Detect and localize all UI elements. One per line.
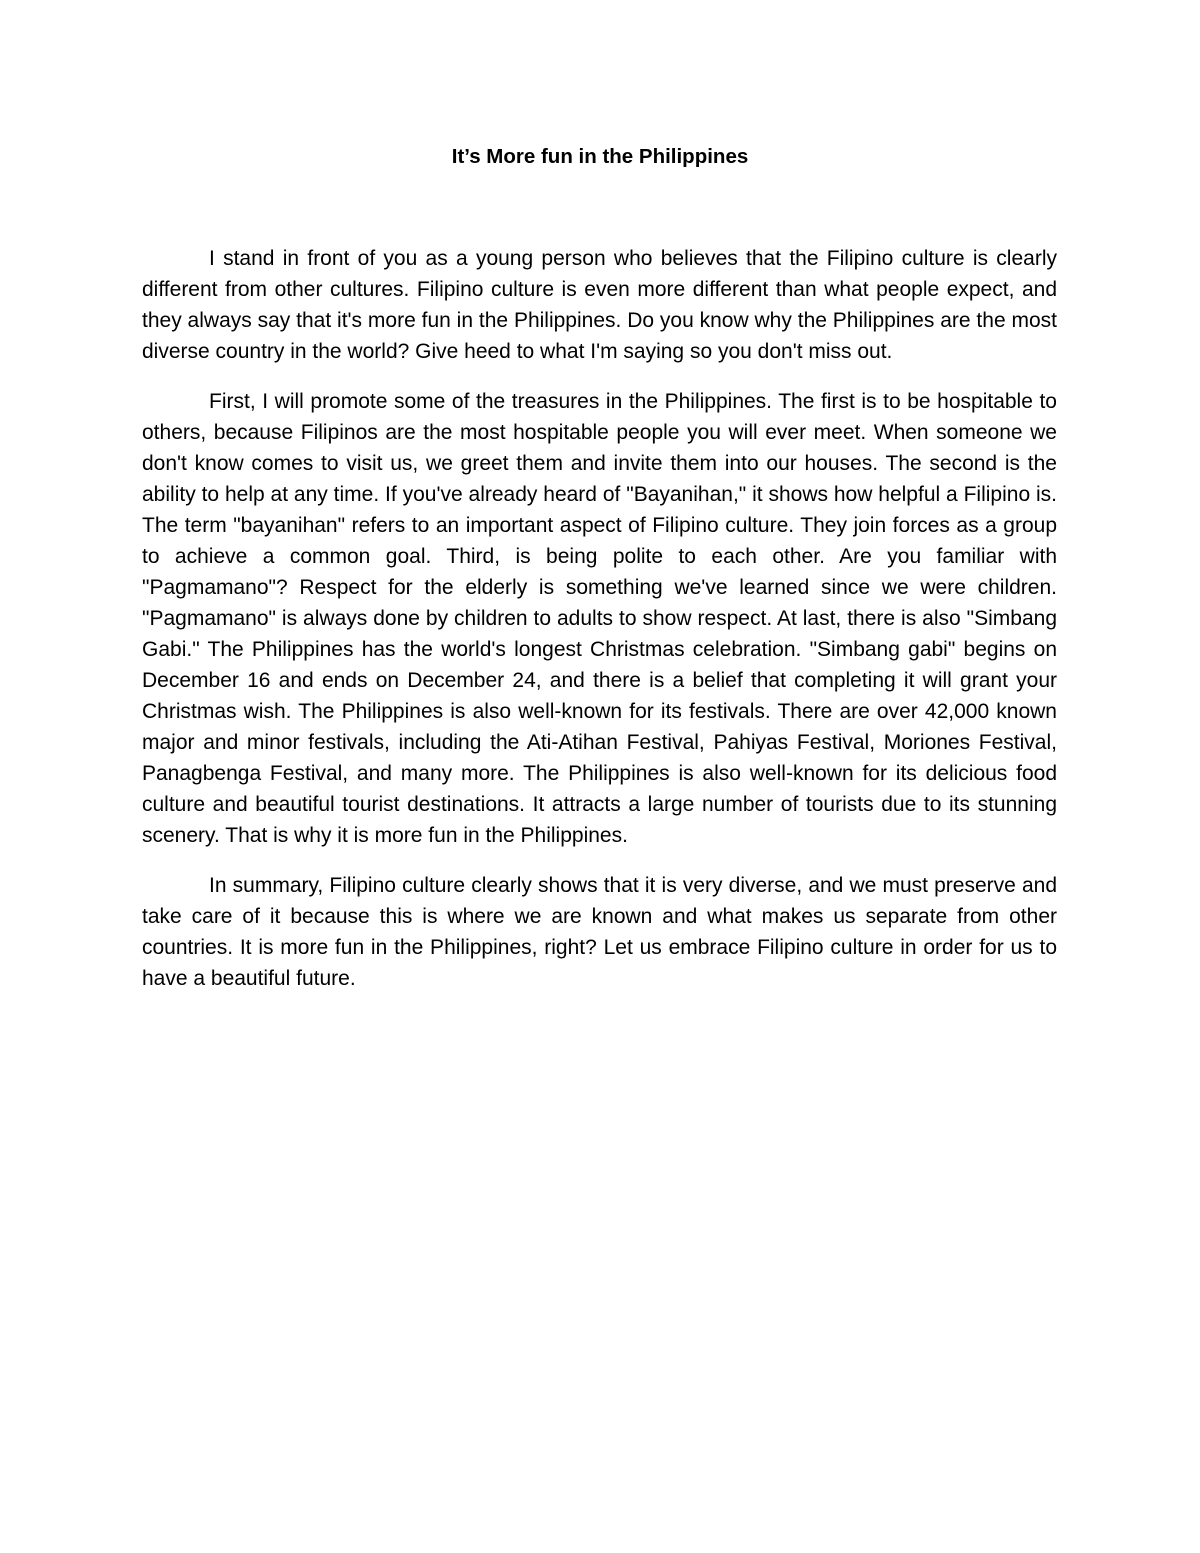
- paragraph-treasures: First, I will promote some of the treasures in the Philippines. The first is to be hospitable to others, because Filipinos are the most hospitable people you will ever meet. When someone we don't know comes to visit us, we greet them and invite them into our houses. The second is the ability to help at any time. If you've already heard of "Bayanihan," it shows how helpful a Filipino is. The term "bayanihan" refers to an important aspect of Filipino culture. They join forces as a group to achieve a common goal. Third, is being polite to each other. Are you familiar with "Pagmamano"? Respect for the elderly is something we've learned since we were children. "Pagmamano" is always done by children to adults to show respect. At last, there is also "Simbang Gabi." The Philippines has the world's longest Christmas celebration. "Simbang gabi" begins on December 16 and ends on December 24, and there is a belief that completing it will grant your Christmas wish. The Philippines is also well-known for its festivals. There are over 42,000 known major and minor festivals, including the Ati-Atihan Festival, Pahiyas Festival, Moriones Festival, Panagbenga Festival, and many more. The Philippines is also well-known for its delicious food culture and beautiful tourist destinations. It attracts a large number of tourists due to its stunning scenery. That is why it is more fun in the Philippines.: [142, 390, 1057, 847]
- paragraph-introduction: I stand in front of you as a young person who believes that the Filipino culture is clearly different from other cultures. Filipino culture is even more different than what people expect, and they always say that it's more fun in the Philippines. Do you know why the Philippines are the most diverse country in the world? Give heed to what I'm saying so you don't miss out.: [142, 247, 1057, 363]
- document-body: [142, 243, 1057, 1013]
- paragraph-summary: In summary, Filipino culture clearly shows that it is very diverse, and we must preserve and take care of it because this is where we are known and what makes us separate from other countries. It is more fun in the Philippines, right? Let us embrace Filipino culture in order for us to have a beautiful future.: [142, 874, 1057, 990]
- document-title: It’s More fun in the Philippines: [451, 145, 749, 168]
